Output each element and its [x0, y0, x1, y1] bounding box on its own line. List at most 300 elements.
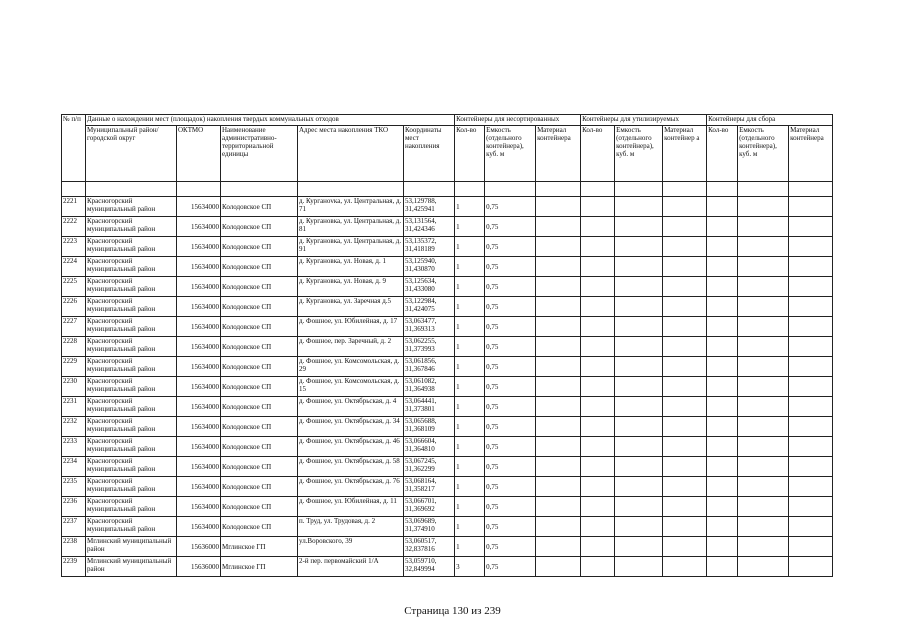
row-number: 2228: [62, 337, 86, 357]
row-material-recyclable: [663, 537, 707, 557]
spacer-cell: [62, 182, 86, 197]
row-material-recyclable: [663, 397, 707, 417]
row-number: 2231: [62, 397, 86, 417]
row-coords: 53,062255, 31,373993: [404, 337, 455, 357]
row-territory: Колодовское СП: [221, 337, 298, 357]
row-count-unsorted: 1: [455, 417, 485, 437]
row-volume-recyclable: [615, 217, 663, 237]
row-count-collection: [707, 437, 738, 457]
row-material-unsorted: [536, 517, 581, 537]
spacer-cell: [86, 182, 177, 197]
spacer-cell: [738, 182, 789, 197]
row-material-recyclable: [663, 257, 707, 277]
row-material-recyclable: [663, 357, 707, 377]
row-address: ул.Воровского, 39: [298, 537, 404, 557]
row-count-unsorted: 1: [455, 197, 485, 217]
row-territory: Колодовское СП: [221, 317, 298, 337]
row-material-unsorted: [536, 537, 581, 557]
row-coords: 53,068164, 31,358217: [404, 477, 455, 497]
row-address: д. Фошное, ул. Октябрьская, д. 34: [298, 417, 404, 437]
row-address: д. Фошное, пер. Заречный, д. 2: [298, 337, 404, 357]
row-material-unsorted: [536, 337, 581, 357]
header-volume-unsorted: Емкость (отдельного контейнера), куб. м: [485, 126, 536, 182]
spacer-cell: [663, 182, 707, 197]
row-count-collection: [707, 237, 738, 257]
row-count-collection: [707, 537, 738, 557]
row-count-recyclable: [581, 217, 615, 237]
row-coords: 53,067245, 31,362299: [404, 457, 455, 477]
header-spacer-row: [62, 182, 833, 197]
row-volume-recyclable: [615, 297, 663, 317]
spacer-cell: [221, 182, 298, 197]
row-material-recyclable: [663, 417, 707, 437]
row-volume-unsorted: 0,75: [485, 277, 536, 297]
table-row: [62, 497, 833, 517]
row-volume-collection: [738, 377, 789, 397]
table-row: [62, 237, 833, 257]
row-volume-unsorted: 0,75: [485, 297, 536, 317]
row-oktmo: 15636000: [177, 537, 221, 557]
row-volume-recyclable: [615, 417, 663, 437]
row-address: д. Фошное, ул. Октябрьская, д. 58: [298, 457, 404, 477]
row-material-unsorted: [536, 297, 581, 317]
spacer-cell: [615, 182, 663, 197]
row-count-collection: [707, 197, 738, 217]
row-material-unsorted: [536, 257, 581, 277]
row-volume-recyclable: [615, 477, 663, 497]
row-address: д. Кургановка, ул. Центральная, д. 81: [298, 217, 404, 237]
row-count-collection: [707, 257, 738, 277]
table-row: [62, 197, 833, 217]
row-material-recyclable: [663, 517, 707, 537]
row-material-recyclable: [663, 237, 707, 257]
row-district: Красногорский муниципальный район: [86, 497, 177, 517]
row-volume-collection: [738, 337, 789, 357]
row-number: 2236: [62, 497, 86, 517]
row-number: 2232: [62, 417, 86, 437]
row-count-collection: [707, 377, 738, 397]
row-number: 2230: [62, 377, 86, 397]
row-material-unsorted: [536, 557, 581, 577]
row-material-collection: [789, 357, 833, 377]
row-material-unsorted: [536, 377, 581, 397]
row-count-recyclable: [581, 317, 615, 337]
spacer-cell: [455, 182, 485, 197]
table-row: [62, 397, 833, 417]
spacer-cell: [404, 182, 455, 197]
header-material-unsorted: Материал контейнера: [536, 126, 581, 182]
row-address: д. Фошное, ул. Комсомольская, д. 29: [298, 357, 404, 377]
table-row: [62, 277, 833, 297]
row-district: Красногорский муниципальный район: [86, 517, 177, 537]
row-volume-collection: [738, 517, 789, 537]
header-group-unsorted: Контейнеры для несортированных: [455, 115, 581, 126]
row-oktmo: 15634000: [177, 277, 221, 297]
row-district: Мглинский муниципальный район: [86, 557, 177, 577]
row-count-unsorted: 1: [455, 537, 485, 557]
table-row: [62, 557, 833, 577]
row-count-unsorted: 1: [455, 277, 485, 297]
row-volume-unsorted: 0,75: [485, 317, 536, 337]
waste-sites-table: [61, 114, 833, 577]
header-count-collection: Кол-во: [707, 126, 738, 182]
row-territory: Колодовское СП: [221, 517, 298, 537]
row-territory: Колодовское СП: [221, 237, 298, 257]
row-count-recyclable: [581, 557, 615, 577]
spacer-cell: [485, 182, 536, 197]
table-row: [62, 257, 833, 277]
row-volume-unsorted: 0,75: [485, 477, 536, 497]
row-coords: 53,061082, 31,364938: [404, 377, 455, 397]
row-count-unsorted: 1: [455, 337, 485, 357]
row-territory: Колодовское СП: [221, 357, 298, 377]
row-material-collection: [789, 397, 833, 417]
row-oktmo: 15634000: [177, 417, 221, 437]
row-territory: Колодовское СП: [221, 297, 298, 317]
row-count-recyclable: [581, 357, 615, 377]
row-territory: Колодовское СП: [221, 497, 298, 517]
row-number: 2223: [62, 237, 86, 257]
row-count-unsorted: 1: [455, 297, 485, 317]
spacer-cell: [536, 182, 581, 197]
row-count-unsorted: 3: [455, 557, 485, 577]
table-row: [62, 437, 833, 457]
row-material-collection: [789, 517, 833, 537]
row-territory: Колодовское СП: [221, 257, 298, 277]
row-district: Красногорский муниципальный район: [86, 277, 177, 297]
row-oktmo: 15634000: [177, 397, 221, 417]
row-territory: Колодовское СП: [221, 397, 298, 417]
row-material-recyclable: [663, 437, 707, 457]
row-volume-recyclable: [615, 517, 663, 537]
row-count-unsorted: 1: [455, 437, 485, 457]
row-territory: Колодовское СП: [221, 477, 298, 497]
row-count-unsorted: 1: [455, 257, 485, 277]
row-address: д. Курганovка, ул. Центральная, д. 71: [298, 197, 404, 217]
row-district: Красногорский муниципальный район: [86, 397, 177, 417]
row-district: Красногорский муниципальный район: [86, 217, 177, 237]
row-volume-collection: [738, 417, 789, 437]
row-district: Красногорский муниципальный район: [86, 477, 177, 497]
row-district: Красногорский муниципальный район: [86, 437, 177, 457]
row-material-collection: [789, 257, 833, 277]
row-oktmo: 15634000: [177, 477, 221, 497]
row-material-collection: [789, 377, 833, 397]
row-count-recyclable: [581, 297, 615, 317]
row-address: д. Кургановка, ул. Центральная, д. 91: [298, 237, 404, 257]
header-no: № п/п: [62, 115, 86, 182]
table-row: [62, 537, 833, 557]
row-district: Красногорский муниципальный район: [86, 317, 177, 337]
table-row: [62, 217, 833, 237]
row-oktmo: 15634000: [177, 517, 221, 537]
row-material-collection: [789, 237, 833, 257]
row-number: 2235: [62, 477, 86, 497]
row-number: 2237: [62, 517, 86, 537]
row-material-collection: [789, 297, 833, 317]
row-material-recyclable: [663, 477, 707, 497]
row-material-recyclable: [663, 197, 707, 217]
row-number: 2224: [62, 257, 86, 277]
row-address: д. Кургановка, ул. Заречная д.5: [298, 297, 404, 317]
row-address: д. Фошное, ул. Октябрьская, д. 76: [298, 477, 404, 497]
row-coords: 53,061856, 31,367846: [404, 357, 455, 377]
spacer-cell: [581, 182, 615, 197]
table-body: [62, 182, 833, 577]
row-coords: 53,063477, 31,369313: [404, 317, 455, 337]
row-oktmo: 15634000: [177, 357, 221, 377]
row-count-recyclable: [581, 397, 615, 417]
row-count-collection: [707, 557, 738, 577]
row-oktmo: 15634000: [177, 457, 221, 477]
row-count-recyclable: [581, 197, 615, 217]
row-oktmo: 15634000: [177, 377, 221, 397]
row-coords: 53,131564, 31,424346: [404, 217, 455, 237]
row-material-recyclable: [663, 497, 707, 517]
row-volume-recyclable: [615, 437, 663, 457]
row-territory: Колодовское СП: [221, 437, 298, 457]
row-volume-collection: [738, 197, 789, 217]
row-district: Красногорский муниципальный район: [86, 197, 177, 217]
header-group-collection: Контейнеры для сбора: [707, 115, 833, 126]
row-oktmo: 15634000: [177, 197, 221, 217]
row-count-collection: [707, 517, 738, 537]
row-volume-recyclable: [615, 197, 663, 217]
row-coords: 53,059710, 32,849994: [404, 557, 455, 577]
row-volume-collection: [738, 497, 789, 517]
row-district: Красногорский муниципальный район: [86, 297, 177, 317]
row-address: д. Кургановка, ул. Новая, д. 1: [298, 257, 404, 277]
row-material-collection: [789, 497, 833, 517]
table-row: [62, 337, 833, 357]
header-district: Муниципальный район/городской округ: [86, 126, 177, 182]
row-coords: 53,069689, 31,374910: [404, 517, 455, 537]
row-volume-recyclable: [615, 537, 663, 557]
row-volume-recyclable: [615, 257, 663, 277]
register-sheet: [61, 114, 833, 577]
row-volume-unsorted: 0,75: [485, 457, 536, 477]
row-material-collection: [789, 477, 833, 497]
header-coords: Координаты мест накопления: [404, 126, 455, 182]
row-volume-collection: [738, 557, 789, 577]
row-volume-recyclable: [615, 397, 663, 417]
row-material-unsorted: [536, 277, 581, 297]
row-material-collection: [789, 277, 833, 297]
row-number: 2221: [62, 197, 86, 217]
row-material-unsorted: [536, 437, 581, 457]
row-district: Красногорский муниципальный район: [86, 457, 177, 477]
row-count-collection: [707, 337, 738, 357]
row-count-recyclable: [581, 377, 615, 397]
row-volume-unsorted: 0,75: [485, 337, 536, 357]
row-count-collection: [707, 457, 738, 477]
row-oktmo: 15634000: [177, 237, 221, 257]
row-count-unsorted: 1: [455, 497, 485, 517]
row-count-collection: [707, 317, 738, 337]
row-volume-recyclable: [615, 237, 663, 257]
row-material-collection: [789, 217, 833, 237]
row-volume-recyclable: [615, 377, 663, 397]
row-coords: 53,064441, 31,373801: [404, 397, 455, 417]
row-material-collection: [789, 457, 833, 477]
row-volume-collection: [738, 317, 789, 337]
header-group-recyclable: Контейнеры для утилизируемых: [581, 115, 707, 126]
header-group-location: Данные о нахождении мест (площадок) накопления твердых коммунальных отходов: [86, 115, 455, 126]
page-footer: Страница 130 из 239: [404, 605, 501, 617]
row-count-collection: [707, 277, 738, 297]
row-volume-recyclable: [615, 337, 663, 357]
row-material-unsorted: [536, 357, 581, 377]
row-count-collection: [707, 297, 738, 317]
row-material-unsorted: [536, 397, 581, 417]
row-count-recyclable: [581, 477, 615, 497]
row-coords: 53,122984, 31,424075: [404, 297, 455, 317]
row-district: Мглинский муниципальный район: [86, 537, 177, 557]
row-material-unsorted: [536, 237, 581, 257]
row-volume-collection: [738, 297, 789, 317]
row-material-unsorted: [536, 457, 581, 477]
row-number: 2226: [62, 297, 86, 317]
row-volume-unsorted: 0,75: [485, 377, 536, 397]
row-address: д. Кургановка, ул. Новая, д. 9: [298, 277, 404, 297]
row-material-unsorted: [536, 417, 581, 437]
row-count-collection: [707, 497, 738, 517]
row-count-collection: [707, 397, 738, 417]
header-count-unsorted: Кол-во: [455, 126, 485, 182]
row-count-recyclable: [581, 277, 615, 297]
row-oktmo: 15634000: [177, 317, 221, 337]
header-volume-recyclable: Емкость (отдельного контейнера), куб. м: [615, 126, 663, 182]
row-volume-unsorted: 0,75: [485, 557, 536, 577]
row-volume-collection: [738, 277, 789, 297]
row-volume-unsorted: 0,75: [485, 537, 536, 557]
row-volume-collection: [738, 457, 789, 477]
row-count-unsorted: 1: [455, 377, 485, 397]
row-address: 2-й пер. первомайский 1/А: [298, 557, 404, 577]
row-territory: Колодовское СП: [221, 217, 298, 237]
row-territory: Мглинское ГП: [221, 537, 298, 557]
header-volume-collection: Емкость (отдельного контейнера), куб. м: [738, 126, 789, 182]
row-oktmo: 15636000: [177, 557, 221, 577]
row-count-recyclable: [581, 457, 615, 477]
table-row: [62, 517, 833, 537]
row-material-recyclable: [663, 297, 707, 317]
row-count-recyclable: [581, 537, 615, 557]
row-volume-unsorted: 0,75: [485, 397, 536, 417]
row-material-recyclable: [663, 457, 707, 477]
row-volume-recyclable: [615, 557, 663, 577]
row-number: 2229: [62, 357, 86, 377]
row-oktmo: 15634000: [177, 257, 221, 277]
spacer-cell: [298, 182, 404, 197]
row-volume-recyclable: [615, 457, 663, 477]
row-address: д. Фошное, ул. Юбилейная, д. 11: [298, 497, 404, 517]
row-number: 2222: [62, 217, 86, 237]
row-oktmo: 15634000: [177, 297, 221, 317]
row-volume-unsorted: 0,75: [485, 517, 536, 537]
row-district: Красногорский муниципальный район: [86, 337, 177, 357]
row-volume-unsorted: 0,75: [485, 237, 536, 257]
row-count-recyclable: [581, 497, 615, 517]
row-volume-unsorted: 0,75: [485, 417, 536, 437]
row-count-recyclable: [581, 417, 615, 437]
row-volume-recyclable: [615, 277, 663, 297]
row-material-unsorted: [536, 477, 581, 497]
row-coords: 53,125940, 31,430870: [404, 257, 455, 277]
header-territory: Наименование административно-территориальной единицы: [221, 126, 298, 182]
row-number: 2227: [62, 317, 86, 337]
row-territory: Колодовское СП: [221, 377, 298, 397]
row-oktmo: 15634000: [177, 497, 221, 517]
header-address: Адрес места накопления ТКО: [298, 126, 404, 182]
row-count-collection: [707, 417, 738, 437]
row-oktmo: 15634000: [177, 217, 221, 237]
row-volume-collection: [738, 437, 789, 457]
row-coords: 53,129788, 31,425941: [404, 197, 455, 217]
spacer-cell: [789, 182, 833, 197]
row-volume-collection: [738, 397, 789, 417]
row-material-collection: [789, 537, 833, 557]
row-address: д. Фошное, ул. Юбилейная, д. 17: [298, 317, 404, 337]
row-address: д. Фошное, ул. Октябрьская, д. 46: [298, 437, 404, 457]
table-row: [62, 357, 833, 377]
row-district: Красногорский муниципальный район: [86, 237, 177, 257]
row-volume-unsorted: 0,75: [485, 197, 536, 217]
header-oktmo: ОКТМО: [177, 126, 221, 182]
spacer-cell: [177, 182, 221, 197]
spacer-cell: [707, 182, 738, 197]
row-count-recyclable: [581, 337, 615, 357]
row-volume-unsorted: 0,75: [485, 497, 536, 517]
row-volume-collection: [738, 357, 789, 377]
row-territory: Колодовское СП: [221, 457, 298, 477]
row-district: Красногорский муниципальный район: [86, 257, 177, 277]
row-volume-collection: [738, 217, 789, 237]
row-material-unsorted: [536, 317, 581, 337]
row-volume-recyclable: [615, 357, 663, 377]
row-material-unsorted: [536, 497, 581, 517]
row-oktmo: 15634000: [177, 337, 221, 357]
row-number: 2238: [62, 537, 86, 557]
table-row: [62, 297, 833, 317]
row-address: п. Труд, ул. Трудовая, д. 2: [298, 517, 404, 537]
table-row: [62, 317, 833, 337]
row-material-collection: [789, 557, 833, 577]
row-material-collection: [789, 437, 833, 457]
row-territory: Колодовское СП: [221, 417, 298, 437]
row-oktmo: 15634000: [177, 437, 221, 457]
row-material-recyclable: [663, 337, 707, 357]
header-count-recyclable: Кол-во: [581, 126, 615, 182]
row-number: 2234: [62, 457, 86, 477]
table-row: [62, 477, 833, 497]
row-count-unsorted: 1: [455, 217, 485, 237]
row-material-recyclable: [663, 277, 707, 297]
row-coords: 53,060517, 32,837816: [404, 537, 455, 557]
row-material-collection: [789, 317, 833, 337]
table-row: [62, 457, 833, 477]
row-volume-collection: [738, 237, 789, 257]
row-material-collection: [789, 417, 833, 437]
row-number: 2239: [62, 557, 86, 577]
table-row: [62, 417, 833, 437]
row-coords: 53,135372, 31,418189: [404, 237, 455, 257]
row-volume-unsorted: 0,75: [485, 217, 536, 237]
row-count-recyclable: [581, 237, 615, 257]
row-count-collection: [707, 477, 738, 497]
row-address: д. Фошное, ул. Комсомольская, д. 15: [298, 377, 404, 397]
row-address: д. Фошное, ул. Октябрьская, д. 4: [298, 397, 404, 417]
